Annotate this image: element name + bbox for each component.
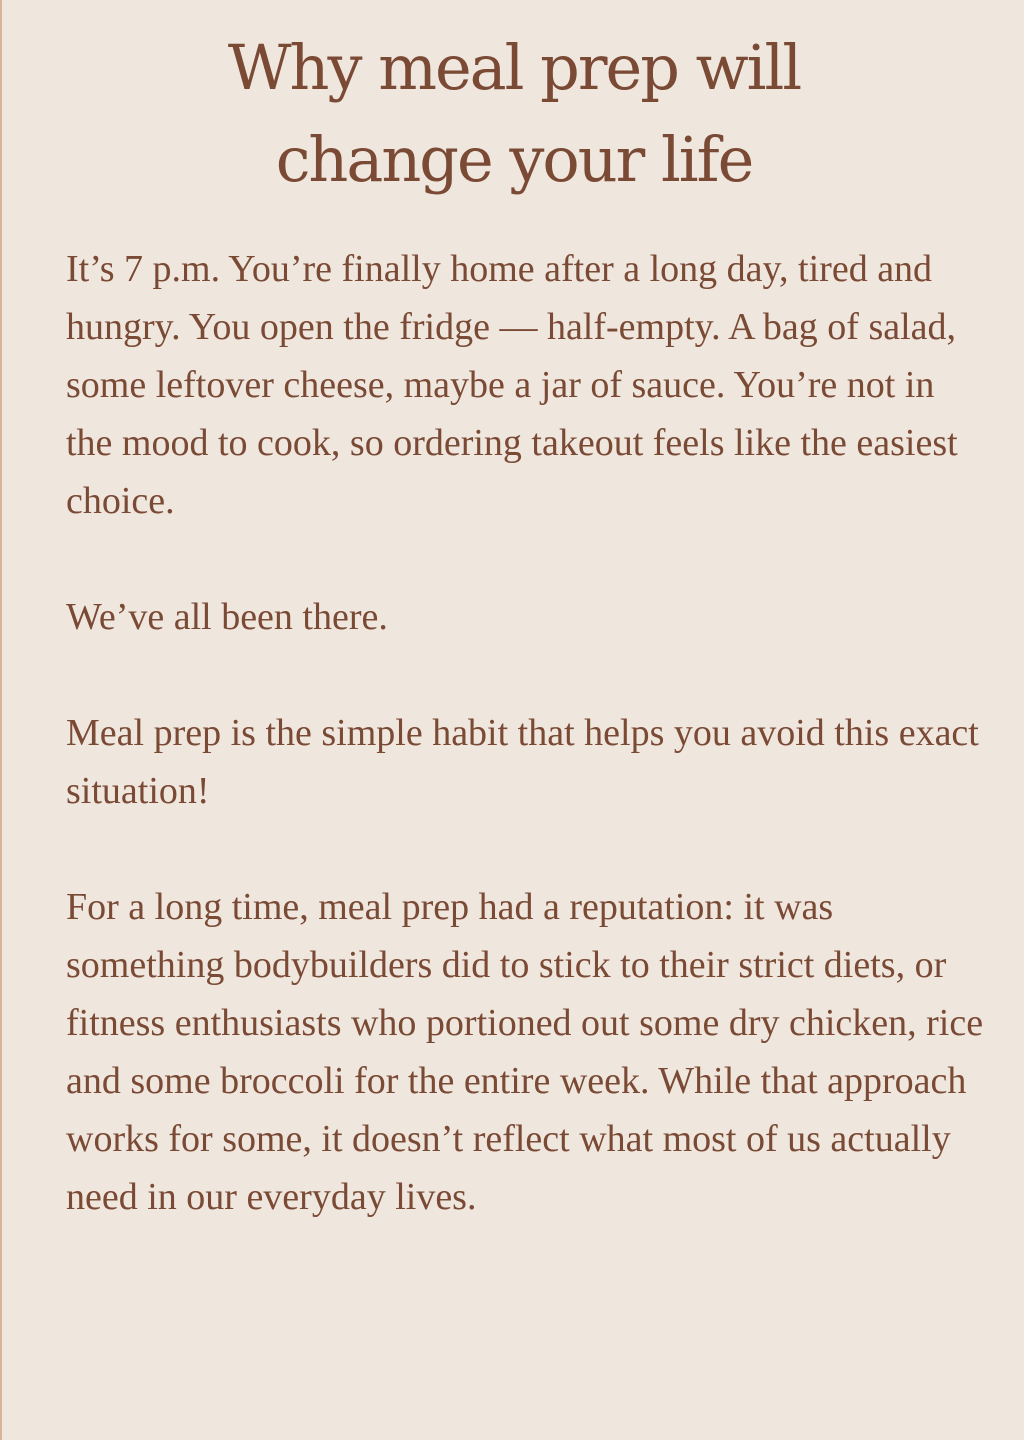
paragraph-intro: It’s 7 p.m. You’re finally home after a long day, tired and hungry. You open the fridge — half-empty. A bag of salad, some leftover cheese, maybe a jar of sauce. You’re not in the mood to cook, so ordering takeout feels like the easiest choice. [66, 248, 958, 522]
paragraph-been-there: We’ve all been there. [66, 596, 388, 638]
paragraph-meal-prep-habit: Meal prep is the simple habit that helps you avoid this exact situation! [66, 712, 979, 812]
title-line-2: change your life [275, 123, 753, 196]
article-body [66, 240, 986, 1226]
title-line-1: Why meal prep will [227, 31, 801, 104]
paragraph-reputation: For a long time, meal prep had a reputation: it was something bodybuilders did to stick to their strict diets, or fitness enthusiasts who portioned out some dry chicken, rice and some broccoli for the entire week. While that approach works for some, it doesn’t reflect what most of us actually need in our everyday lives. [66, 886, 984, 1218]
page-title [2, 22, 1024, 206]
